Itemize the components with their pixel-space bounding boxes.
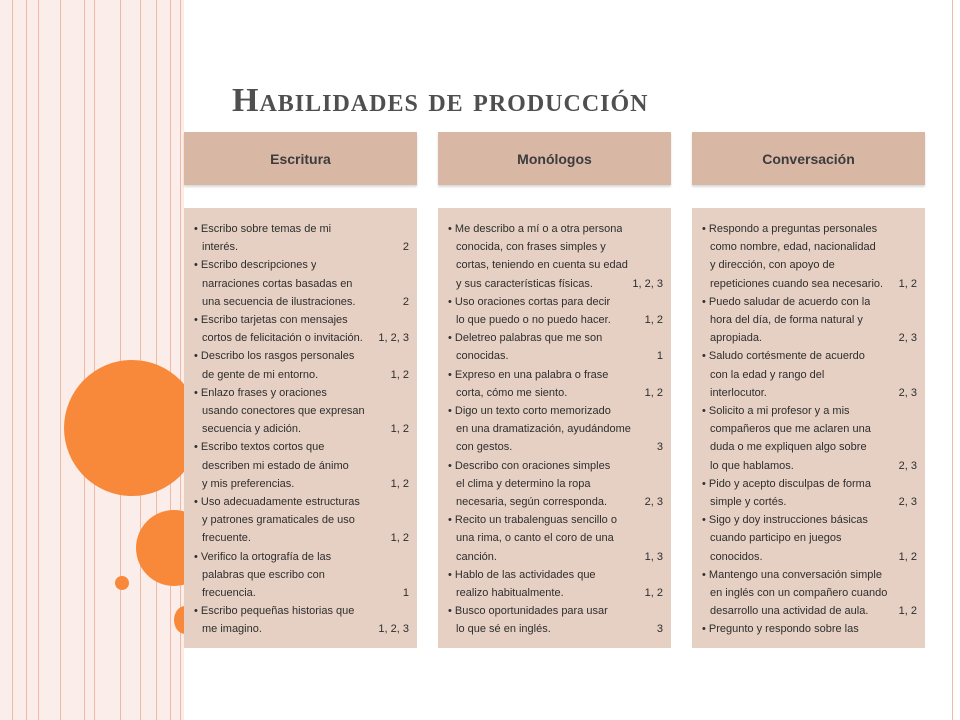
descriptor-line [702,311,917,329]
descriptor-line [702,347,917,365]
descriptor-text: cuando participo en juegos [710,532,842,545]
descriptor-line [702,293,917,311]
decorative-circle-small [115,576,129,590]
descriptor-line [448,602,663,620]
descriptor-text: • Enlazo frases y oraciones [194,386,327,399]
descriptor-text: corta, cómo me siento. [456,386,568,399]
level-value: 1 [656,350,663,363]
descriptor-text: • Escribo sobre temas de mi [194,223,332,235]
level-value [913,347,917,365]
decorative-circle-large [64,360,200,496]
level-value [405,457,409,475]
level-value: 1, 2 [644,587,663,600]
descriptor-text: palabras que escribo con [202,568,325,581]
descriptor-line [448,548,663,566]
descriptor-text: lo que puedo o no puedo hacer. [456,314,611,327]
stripe-line [84,0,85,720]
descriptor-text: de gente de mi entorno. [202,368,319,381]
descriptor-text: el clima y determino la ropa [456,477,591,490]
stripe-line [170,0,171,720]
level-value [913,311,917,329]
level-value [405,384,409,402]
descriptor-text: como nombre, edad, nacionalidad [710,241,876,254]
column-header-conversacion: Conversación [692,132,925,185]
descriptor-line [448,493,663,511]
stripe-line [12,0,13,720]
descriptor-text: lo que sé en inglés. [456,623,551,636]
descriptor-text: • Busco oportunidades para usar [448,605,608,618]
descriptor-line [448,511,663,529]
stripe-line [38,0,39,720]
level-value: 1, 2 [898,550,917,563]
descriptor-text: secuencia y adición. [202,423,302,436]
descriptor-text: • Sigo y doy instrucciones básicas [702,514,868,527]
level-value [659,329,663,347]
level-value [659,457,663,475]
descriptor-text: • Me describo a mí o a otra persona [448,223,623,235]
descriptor-text: cortas, teniendo en cuenta su edad [456,259,628,272]
descriptor-text: necesaria, según corresponda. [456,496,608,509]
descriptor-line [702,529,917,547]
descriptor-text: • Recito un trabalenguas sencillo o [448,514,617,527]
descriptor-text: simple y cortés. [710,496,787,509]
column-body-monologos [438,208,671,648]
descriptor-line [194,220,409,238]
level-value [913,620,917,638]
descriptor-text: describen mi estado de ánimo [202,459,349,472]
descriptor-text: • Uso adecuadamente estructuras [194,496,360,509]
descriptor-text: usando conectores que expresan [202,405,365,418]
level-value: 1, 2 [390,423,409,436]
descriptor-text: desarrollo una actividad de aula. [710,605,869,618]
descriptor-line [194,238,409,256]
level-value: 3 [656,623,663,636]
descriptor-text: compañeros que me aclaren una [710,423,871,436]
level-value: 2, 3 [644,496,663,509]
level-value [405,256,409,274]
level-value: 1 [402,587,409,600]
level-value [659,402,663,420]
descriptor-line [702,275,917,293]
descriptor-line [448,529,663,547]
descriptor-line [448,584,663,602]
descriptor-line [702,420,917,438]
descriptor-line [448,366,663,384]
descriptor-line [702,256,917,274]
descriptor-line [448,238,663,256]
level-value [659,566,663,584]
level-value [659,256,663,274]
descriptor-line [194,347,409,365]
level-value: 1, 3 [644,550,663,563]
descriptor-line [448,311,663,329]
slide-title: Habilidades de producción [232,82,649,119]
level-value: 2, 3 [898,496,917,509]
descriptor-line [194,275,409,293]
level-value [659,238,663,256]
level-value [659,220,663,238]
level-value: 1, 2 [390,477,409,490]
descriptor-text: una secuencia de ilustraciones. [202,295,356,308]
column-header-escritura: Escritura [184,132,417,185]
level-value [913,220,917,238]
level-value [405,548,409,566]
descriptor-text: apropiada. [710,332,762,345]
level-value: 1, 2 [390,368,409,381]
descriptor-line [448,475,663,493]
level-value: 2, 3 [898,386,917,399]
descriptor-line [194,493,409,511]
descriptor-text: • Digo un texto corto memorizado [448,405,611,418]
descriptor-text: con gestos. [456,441,513,454]
descriptor-line [702,584,917,602]
descriptor-text: • Respondo a preguntas personales [702,223,878,235]
level-value [405,347,409,365]
level-value [913,293,917,311]
descriptor-text: • Expreso en una palabra o frase [448,368,609,381]
descriptor-text: y mis preferencias. [202,477,295,490]
descriptor-text: y patrones gramaticales de uso [202,514,355,527]
stripe-line [94,0,95,720]
level-value [405,602,409,620]
column-body-conversacion [692,208,925,648]
descriptor-text: • Mantengo una conversación simple [702,568,882,581]
level-value [913,529,917,547]
level-value [405,493,409,511]
descriptor-line [448,420,663,438]
descriptor-line [702,457,917,475]
descriptor-text: y dirección, con apoyo de [710,259,835,272]
descriptor-line [702,493,917,511]
skills-table [184,132,925,648]
descriptor-line [702,548,917,566]
descriptor-line [448,275,663,293]
descriptor-line [194,620,409,638]
descriptor-line [702,566,917,584]
descriptor-line [448,256,663,274]
descriptor-text: • Verifico la ortografía de las [194,550,332,563]
descriptor-line [702,329,917,347]
level-value: 1, 2 [644,386,663,399]
left-decorative-stripes [0,0,184,720]
descriptor-text: • Escribo pequeñas historias que [194,605,355,618]
level-value: 1, 2 [390,532,409,545]
descriptor-line [448,438,663,456]
descriptor-line [448,347,663,365]
level-value [405,402,409,420]
level-value: 2 [402,241,409,254]
descriptor-text: interlocutor. [710,386,767,399]
level-value [405,438,409,456]
level-value: 1, 2, 3 [378,623,409,636]
descriptor-text: duda o me expliquen algo sobre [710,441,867,454]
descriptor-line [194,511,409,529]
level-value [913,511,917,529]
stripe-line [26,0,27,720]
stripe-line [60,0,61,720]
descriptor-line [702,620,917,638]
descriptor-line [194,311,409,329]
descriptor-line [194,438,409,456]
descriptor-text: con la edad y rango del [710,368,825,381]
level-value: 1, 2, 3 [378,332,409,345]
level-value [913,366,917,384]
descriptor-text: • Pido y acepto disculpas de forma [702,477,871,490]
descriptor-line [194,602,409,620]
descriptor-text: en inglés con un compañero cuando [710,587,888,600]
descriptor-line [702,384,917,402]
descriptor-line [702,220,917,238]
descriptor-line [702,402,917,420]
descriptor-text: • Solicito a mi profesor y a mis [702,405,850,418]
level-value [913,475,917,493]
descriptor-text: lo que hablamos. [710,459,794,472]
descriptor-text: • Hablo de las actividades que [448,568,596,581]
descriptor-line [448,293,663,311]
column-body-escritura [184,208,417,648]
column-header-monologos: Monólogos [438,132,671,185]
descriptor-line [194,457,409,475]
descriptor-line [194,256,409,274]
descriptor-text: conocida, con frases simples y [456,241,606,254]
descriptor-line [194,475,409,493]
level-value: 2 [402,295,409,308]
level-value [659,511,663,529]
right-border-line [952,0,953,720]
level-value: 2, 3 [898,332,917,345]
level-value [659,420,663,438]
descriptor-line [448,457,663,475]
level-value: 1, 2 [644,314,663,327]
level-value: 3 [656,441,663,454]
descriptor-line [448,402,663,420]
descriptor-text: interés. [202,241,239,254]
level-value [659,602,663,620]
descriptor-text: realizo habitualmente. [456,587,564,600]
descriptor-line [194,293,409,311]
descriptor-line [194,402,409,420]
descriptor-line [448,220,663,238]
descriptor-text: • Saludo cortésmente de acuerdo [702,350,865,363]
descriptor-text: frecuencia. [202,587,256,600]
level-value: 2, 3 [898,459,917,472]
level-value [405,275,409,293]
descriptor-text: • Describo los rasgos personales [194,350,355,363]
descriptor-text: • Puedo saludar de acuerdo con la [702,295,871,308]
level-value [405,511,409,529]
level-value [913,402,917,420]
descriptor-text: cortos de felicitación o invitación. [202,332,363,345]
descriptor-line [194,548,409,566]
descriptor-text: narraciones cortas basadas en [202,277,353,290]
descriptor-line [194,566,409,584]
descriptor-line [194,329,409,347]
descriptor-line [702,238,917,256]
descriptor-line [194,529,409,547]
descriptor-text: • Escribo textos cortos que [194,441,325,454]
descriptor-text: canción. [456,550,497,563]
level-value [659,366,663,384]
level-value [405,311,409,329]
descriptor-text: • Escribo descripciones y [194,259,317,272]
descriptor-text: • Uso oraciones cortas para decir [448,295,611,308]
descriptor-text: hora del día, de forma natural y [710,314,863,327]
descriptor-line [702,511,917,529]
descriptor-text: en una dramatización, ayudándome [456,423,631,436]
descriptor-line [194,584,409,602]
level-value: 1, 2, 3 [632,277,663,290]
descriptor-text: • Describo con oraciones simples [448,459,611,472]
descriptor-text: • Escribo tarjetas con mensajes [194,314,348,327]
descriptor-line [448,566,663,584]
level-value: 1, 2 [898,277,917,290]
level-value [405,220,409,238]
level-value [659,475,663,493]
descriptor-text: frecuente. [202,532,251,545]
descriptor-text: me imagino. [202,623,262,636]
descriptor-text: repeticiones cuando sea necesario. [710,277,884,290]
level-value [913,420,917,438]
level-value: 1, 2 [898,605,917,618]
descriptor-text: una rima, o canto el coro de una [456,532,614,545]
level-value [405,566,409,584]
level-value [913,566,917,584]
descriptor-line [194,384,409,402]
stripe-line [156,0,157,720]
level-value [659,529,663,547]
descriptor-text: conocidas. [456,350,509,363]
descriptor-line [448,384,663,402]
level-value [913,438,917,456]
descriptor-text: • Deletreo palabras que me son [448,332,603,345]
level-value [913,238,917,256]
descriptor-text: y sus características físicas. [456,277,593,290]
descriptor-line [194,366,409,384]
descriptor-line [194,420,409,438]
descriptor-text: conocidos. [710,550,763,563]
descriptor-line [702,438,917,456]
descriptor-text: • Pregunto y respondo sobre las [702,623,859,636]
descriptor-line [702,366,917,384]
descriptor-line [702,602,917,620]
level-value [659,293,663,311]
descriptor-line [448,329,663,347]
level-value [913,584,917,602]
descriptor-line [448,620,663,638]
level-value [913,256,917,274]
descriptor-line [702,475,917,493]
